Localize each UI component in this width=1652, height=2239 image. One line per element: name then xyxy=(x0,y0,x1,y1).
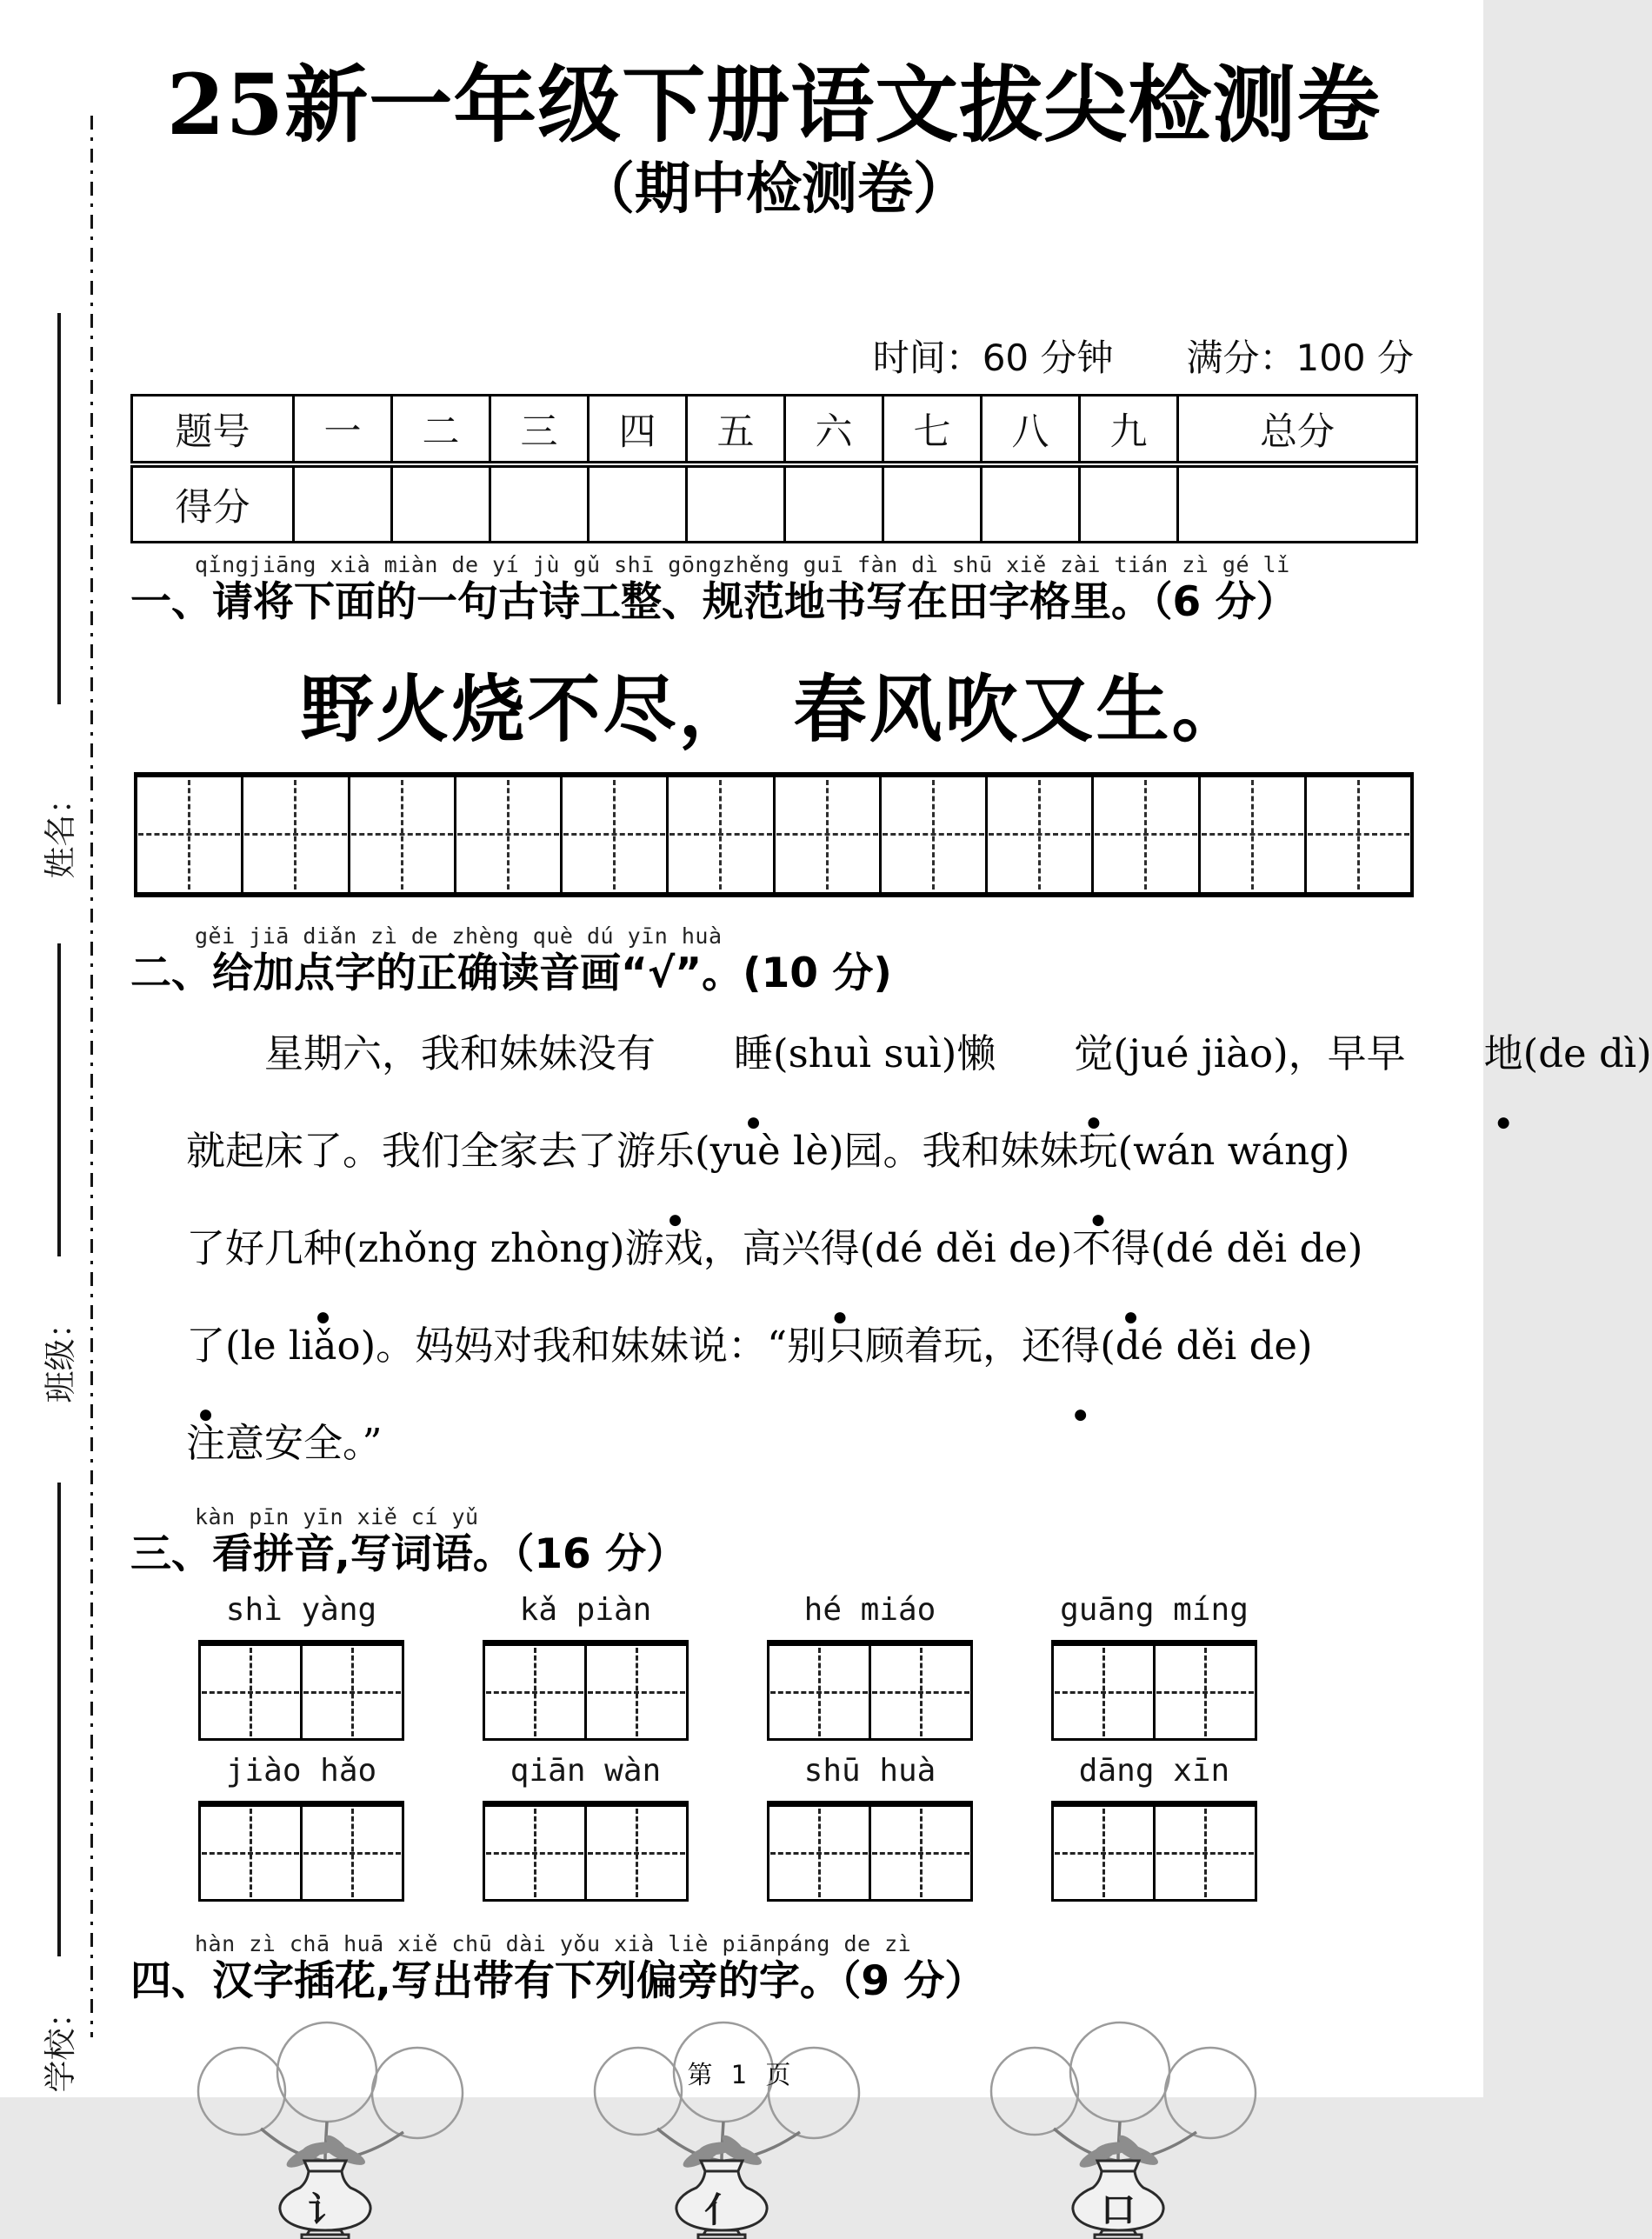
word-writing-cell xyxy=(1156,1646,1255,1738)
section-1-heading: 一、请将下面的一句古诗工整、规范地书写在田字格里。（6 分） xyxy=(130,578,1297,627)
score-table-header-cell: 二 xyxy=(392,396,490,465)
paragraph-line: 了好几种 ●(zhǒng zhòng)游戏，高兴得 ●(dé děi de)不得 ●(dé děi de) xyxy=(186,1200,1417,1297)
word-writing-cell xyxy=(1054,1807,1156,1899)
section-3-pinyin: kàn pīn yīn xiě cí yǔ xyxy=(195,1503,479,1529)
class-blank-line xyxy=(57,943,61,1256)
dotted-paragraph xyxy=(186,1005,1652,1492)
dotted-character: 得 ● xyxy=(1061,1297,1100,1395)
word-writing-cell xyxy=(769,1646,871,1738)
section-4-heading: 四、汉字插花,写出带有下列偏旁的字。（9 分） xyxy=(130,1957,986,2006)
word-group xyxy=(483,1753,689,1902)
dotted-character: 乐 ● xyxy=(656,1103,695,1200)
score-cell-empty xyxy=(785,464,883,543)
vase-diagrams-row xyxy=(188,2013,1417,2239)
main-column xyxy=(130,0,1652,2239)
word-row-1 xyxy=(198,1592,1257,1741)
word-pinyin: hé miáo xyxy=(803,1592,936,1629)
score-table-header-cell: 六 xyxy=(785,396,883,465)
tianzige-cell xyxy=(456,777,563,892)
vase-radical: 亻 xyxy=(704,2189,739,2231)
score-table-header-cell: 七 xyxy=(883,396,982,465)
word-writing-box xyxy=(483,1640,689,1741)
dotted-character: 得 ● xyxy=(821,1200,860,1297)
tianzige-cell xyxy=(243,777,350,892)
paragraph-line: 就起床了。我们全家去了游乐 ●(yuè lè)园。我和妹妹玩 ●(wán wáng) xyxy=(186,1103,1417,1200)
word-writing-cell xyxy=(201,1646,303,1738)
poem-line: 野火烧不尽， 春风吹又生。 xyxy=(300,665,1248,752)
score-table-header-cell: 总分 xyxy=(1178,396,1417,465)
score-table-header-cell: 四 xyxy=(589,396,687,465)
score-table-header-cell: 一 xyxy=(294,396,392,465)
binding-dash-dot-line xyxy=(90,116,93,2037)
score-table-header-cell: 三 xyxy=(490,396,589,465)
tianzige-cell xyxy=(669,777,775,892)
score-table-header-cell: 九 xyxy=(1080,396,1178,465)
word-pinyin: guāng míng xyxy=(1060,1592,1249,1629)
score-row-label: 得分 xyxy=(132,464,294,543)
flower-vase-diagram-1 xyxy=(188,2013,483,2239)
score-table-header-cell: 题号 xyxy=(132,396,294,465)
score-cell-empty xyxy=(294,464,392,543)
word-writing-box xyxy=(483,1801,689,1902)
flower-vase-diagram-3 xyxy=(981,2013,1276,2239)
word-pinyin: dāng xīn xyxy=(1078,1753,1230,1789)
score-cell-empty xyxy=(392,464,490,543)
word-group xyxy=(767,1592,973,1741)
word-group xyxy=(767,1753,973,1902)
tianzige-cell xyxy=(882,777,988,892)
dotted-character: 睡 ● xyxy=(656,1005,773,1103)
score-cell-empty xyxy=(490,464,589,543)
dotted-character: 种 ● xyxy=(303,1200,343,1297)
tianzige-cell xyxy=(1201,777,1307,892)
vase-radical: 讠 xyxy=(308,2189,343,2231)
section-2-heading: 二、给加点字的正确读音画“√”。(10 分) xyxy=(130,949,892,997)
name-label: 姓名： xyxy=(42,782,79,879)
section-4-pinyin: hàn zì chā huā xiě chū dài yǒu xià liè piānpáng de zì xyxy=(195,1931,912,1957)
score-cell-empty xyxy=(589,464,687,543)
school-blank-line xyxy=(57,1483,61,1956)
word-pinyin: shì yàng xyxy=(225,1592,377,1629)
tianzige-cell xyxy=(776,777,882,892)
paragraph-line: 注意安全。” xyxy=(186,1419,383,1466)
word-pinyin: shū huà xyxy=(803,1753,936,1789)
dotted-character: 了 ● xyxy=(186,1297,225,1395)
score-cell-empty xyxy=(982,464,1080,543)
score-table-score-row xyxy=(132,464,1417,543)
word-writing-box xyxy=(198,1640,404,1741)
word-writing-cell xyxy=(1156,1807,1255,1899)
tianzige-cell xyxy=(988,777,1094,892)
section-2 xyxy=(130,923,1652,1492)
word-writing-box xyxy=(767,1640,973,1741)
word-group xyxy=(1051,1592,1257,1741)
dotted-character: 觉 ● xyxy=(996,1005,1113,1103)
tianzige-cell xyxy=(1094,777,1200,892)
dotted-character: 地 ● xyxy=(1406,1005,1523,1103)
dotted-character: 得 ● xyxy=(1111,1200,1150,1297)
tianzige-cell xyxy=(350,777,456,892)
word-writing-cell xyxy=(769,1807,871,1899)
section-3 xyxy=(130,1504,1417,1902)
word-writing-cell xyxy=(201,1807,303,1899)
score-cell-empty xyxy=(1178,464,1417,543)
word-pinyin: kǎ piàn xyxy=(519,1592,652,1629)
score-cell-empty xyxy=(1080,464,1178,543)
word-writing-cell xyxy=(485,1646,587,1738)
class-label: 班级： xyxy=(42,1306,79,1403)
word-writing-cell xyxy=(871,1646,970,1738)
score-table-header-row xyxy=(132,396,1417,465)
word-group xyxy=(198,1592,404,1741)
score-table xyxy=(130,394,1418,543)
section-1-pinyin: qǐngjiāng xià miàn de yí jù gǔ shī gōngzhěng guī fàn dì shū xiě zài tián zì gé lǐ xyxy=(195,552,1290,578)
word-writing-cell xyxy=(871,1807,970,1899)
dotted-character: 玩 ● xyxy=(1079,1103,1118,1200)
word-writing-cell xyxy=(485,1807,587,1899)
word-writing-cell xyxy=(587,1646,686,1738)
word-pinyin: qiān wàn xyxy=(510,1753,662,1789)
score-cell-empty xyxy=(687,464,785,543)
paragraph-line: 了 ●(le liǎo)。妈妈对我和妹妹说：“别只顾着玩，还得 ●(dé děi de) xyxy=(186,1297,1417,1395)
page-subtitle: （期中检测卷） xyxy=(579,157,969,223)
word-writing-box xyxy=(1051,1801,1257,1902)
word-writing-box xyxy=(198,1801,404,1902)
paragraph-line: 星期六，我和妹妹没有 睡 ●(shuì suì)懒 觉 ●(jué jiào)，早早 地 ●(de dì) xyxy=(186,1005,1417,1103)
name-blank-line xyxy=(57,313,61,704)
word-group xyxy=(1051,1753,1257,1902)
section-3-heading: 三、看拼音,写词语。（16 分） xyxy=(130,1529,688,1578)
page-number: 第 1 页 xyxy=(687,2060,796,2089)
word-writing-cell xyxy=(1054,1646,1156,1738)
vase-radical: 口 xyxy=(1101,2189,1136,2231)
word-writing-cell xyxy=(303,1646,402,1738)
word-writing-cell xyxy=(587,1807,686,1899)
tianzige-grid xyxy=(134,772,1414,897)
score-table-header-cell: 八 xyxy=(982,396,1080,465)
school-label: 学校： xyxy=(42,1996,79,2093)
score-cell-empty xyxy=(883,464,982,543)
word-writing-box xyxy=(1051,1640,1257,1741)
word-writing-box xyxy=(767,1801,973,1902)
word-pinyin: jiào hǎo xyxy=(225,1753,377,1789)
word-group xyxy=(198,1753,404,1902)
tianzige-cell xyxy=(1307,777,1410,892)
word-row-2 xyxy=(198,1753,1257,1902)
section-1 xyxy=(130,552,1417,897)
page-title: 25新一年级下册语文拔尖检测卷 xyxy=(166,56,1382,154)
tianzige-cell xyxy=(137,777,243,892)
word-group xyxy=(483,1592,689,1741)
score-table-header-cell: 五 xyxy=(687,396,785,465)
time-score-line: 时间：60 分钟 满分：100 分 xyxy=(872,337,1414,380)
tianzige-cell xyxy=(563,777,669,892)
word-writing-cell xyxy=(303,1807,402,1899)
section-2-pinyin: gěi jiā diǎn zì de zhèng què dú yīn huà xyxy=(195,923,723,949)
flower-vase-diagram-2 xyxy=(584,2013,880,2239)
